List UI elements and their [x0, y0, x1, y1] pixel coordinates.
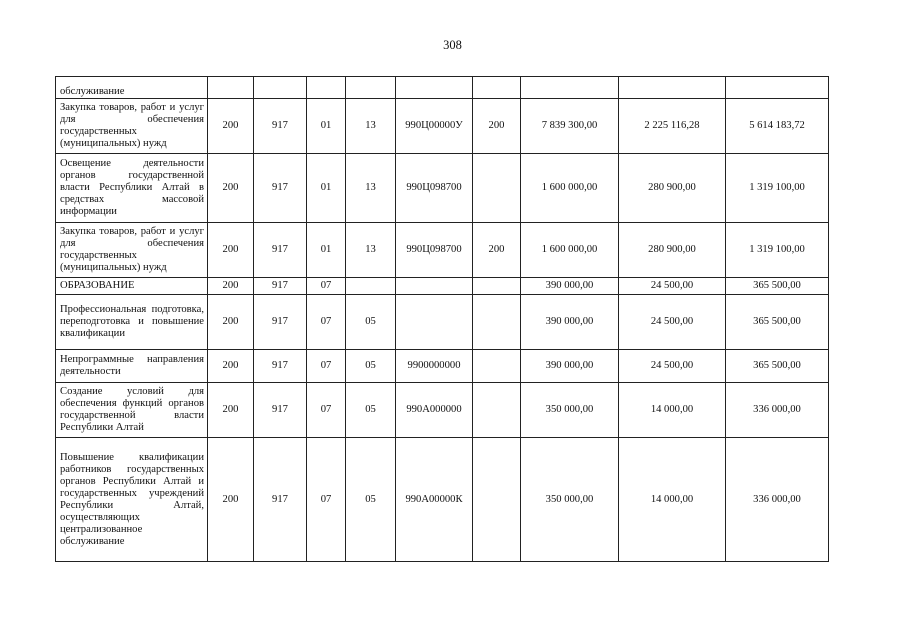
amount-cell: 365 500,00	[726, 350, 829, 383]
amount-cell: 390 000,00	[521, 295, 619, 350]
row-name-cell: Создание условий для обеспечения функций органов государственной власти Республики Алтай	[56, 383, 208, 438]
table-row	[56, 99, 829, 154]
code-cell	[307, 77, 346, 99]
code-cell: 200	[208, 99, 254, 154]
amount-cell: 350 000,00	[521, 438, 619, 562]
code-cell	[254, 77, 307, 99]
code-cell: 200	[208, 350, 254, 383]
code-cell: 200	[208, 383, 254, 438]
code-cell	[473, 295, 521, 350]
amount-cell: 1 319 100,00	[726, 223, 829, 278]
code-cell: 990А000000	[396, 383, 473, 438]
amount-cell: 365 500,00	[726, 295, 829, 350]
amount-cell: 24 500,00	[619, 350, 726, 383]
row-name-cell: Профессиональная подготовка, переподготовка и повышение квалификации	[56, 295, 208, 350]
table-row	[56, 278, 829, 295]
table-row	[56, 223, 829, 278]
table-body	[56, 77, 829, 562]
code-cell	[346, 77, 396, 99]
code-cell: 990Ц098700	[396, 154, 473, 223]
amount-cell	[521, 77, 619, 99]
code-cell: 07	[307, 438, 346, 562]
code-cell: 917	[254, 154, 307, 223]
code-cell: 917	[254, 383, 307, 438]
table-row	[56, 295, 829, 350]
amount-cell: 2 225 116,28	[619, 99, 726, 154]
code-cell: 200	[208, 278, 254, 295]
code-cell: 200	[208, 438, 254, 562]
code-cell: 13	[346, 99, 396, 154]
amount-cell: 280 900,00	[619, 154, 726, 223]
table-row	[56, 154, 829, 223]
code-cell	[346, 278, 396, 295]
code-cell: 990А00000К	[396, 438, 473, 562]
amount-cell: 365 500,00	[726, 278, 829, 295]
code-cell	[473, 77, 521, 99]
code-cell: 917	[254, 350, 307, 383]
amount-cell: 24 500,00	[619, 278, 726, 295]
amount-cell: 1 600 000,00	[521, 154, 619, 223]
code-cell: 917	[254, 223, 307, 278]
code-cell: 07	[307, 295, 346, 350]
code-cell	[396, 77, 473, 99]
amount-cell: 24 500,00	[619, 295, 726, 350]
table-row	[56, 350, 829, 383]
table-row	[56, 383, 829, 438]
amount-cell: 5 614 183,72	[726, 99, 829, 154]
table-row	[56, 438, 829, 562]
amount-cell: 336 000,00	[726, 383, 829, 438]
code-cell	[396, 278, 473, 295]
code-cell: 05	[346, 350, 396, 383]
code-cell	[473, 438, 521, 562]
code-cell: 200	[208, 223, 254, 278]
code-cell: 917	[254, 99, 307, 154]
code-cell: 01	[307, 154, 346, 223]
amount-cell: 390 000,00	[521, 350, 619, 383]
code-cell: 01	[307, 99, 346, 154]
code-cell: 990Ц098700	[396, 223, 473, 278]
code-cell	[208, 77, 254, 99]
code-cell: 13	[346, 154, 396, 223]
budget-table	[55, 76, 829, 562]
code-cell: 07	[307, 350, 346, 383]
code-cell	[473, 383, 521, 438]
code-cell: 200	[473, 99, 521, 154]
row-name-cell: Непрограммные направления деятельности	[56, 350, 208, 383]
row-name-cell: Закупка товаров, работ и услуг для обеспечения государственных (муниципальных) нужд	[56, 223, 208, 278]
code-cell: 01	[307, 223, 346, 278]
code-cell	[396, 295, 473, 350]
code-cell: 07	[307, 278, 346, 295]
page-number: 308	[443, 38, 462, 52]
code-cell: 07	[307, 383, 346, 438]
amount-cell	[726, 77, 829, 99]
code-cell: 05	[346, 383, 396, 438]
code-cell: 9900000000	[396, 350, 473, 383]
amount-cell: 390 000,00	[521, 278, 619, 295]
row-name-cell: ОБРАЗОВАНИЕ	[56, 278, 208, 295]
code-cell: 200	[208, 295, 254, 350]
code-cell: 917	[254, 295, 307, 350]
code-cell: 990Ц00000У	[396, 99, 473, 154]
code-cell: 13	[346, 223, 396, 278]
code-cell: 05	[346, 438, 396, 562]
code-cell: 200	[208, 154, 254, 223]
amount-cell	[619, 77, 726, 99]
amount-cell: 280 900,00	[619, 223, 726, 278]
table-row	[56, 77, 829, 99]
amount-cell: 350 000,00	[521, 383, 619, 438]
amount-cell: 7 839 300,00	[521, 99, 619, 154]
code-cell	[473, 154, 521, 223]
amount-cell: 1 600 000,00	[521, 223, 619, 278]
amount-cell: 336 000,00	[726, 438, 829, 562]
amount-cell: 1 319 100,00	[726, 154, 829, 223]
row-name-cell: Повышение квалификации работников государственных органов Республики Алтай и государственных учреждений Республики Алтай, осуществляющих централизованное обслуживание	[56, 438, 208, 562]
row-name-cell: Освещение деятельности органов государственной власти Республики Алтай в средствах массовой информации	[56, 154, 208, 223]
row-name-cell: Закупка товаров, работ и услуг для обеспечения государственных (муниципальных) нужд	[56, 99, 208, 154]
row-name-cell: обслуживание	[56, 77, 208, 99]
amount-cell: 14 000,00	[619, 438, 726, 562]
code-cell: 200	[473, 223, 521, 278]
code-cell: 917	[254, 278, 307, 295]
code-cell: 917	[254, 438, 307, 562]
amount-cell: 14 000,00	[619, 383, 726, 438]
code-cell	[473, 350, 521, 383]
code-cell	[473, 278, 521, 295]
code-cell: 05	[346, 295, 396, 350]
